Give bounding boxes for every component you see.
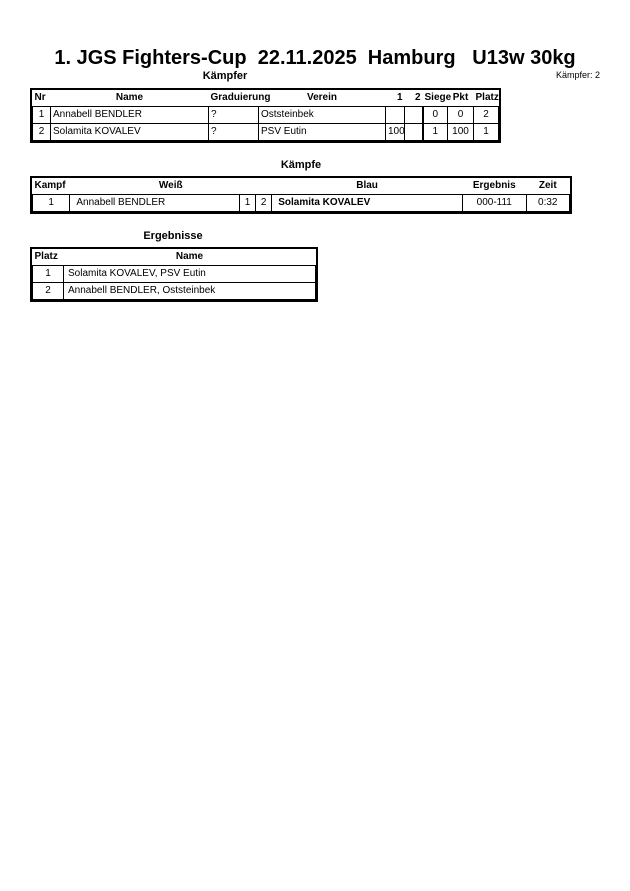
results-header-row [33,249,316,266]
col-weiss: Weiß [70,178,272,195]
table-row [33,283,316,300]
col-platz: Platz [33,249,64,266]
table-row [33,124,499,141]
fighter-name: Solamita KOVALEV [51,124,209,141]
fighter-name: Annabell BENDLER [51,107,209,124]
col-blau: Blau [272,178,463,195]
fights-heading: Kämpfe [280,159,322,171]
fights-table [32,178,570,212]
fight-number: 1 [33,195,70,212]
result-name: Annabell BENDLER, Oststeinbek [64,283,316,300]
table-row [33,195,570,212]
col-graduierung: Graduierung [209,90,259,107]
fights-header-row [33,178,570,195]
fighter-place: 1 [474,124,499,141]
fighter-nr: 2 [33,124,51,141]
fight-time: 0:32 [526,195,569,212]
fighter-wins: 1 [423,124,448,141]
page-title: 1. JGS Fighters-Cup 22.11.2025 Hamburg U13w 30kg [54,47,576,69]
table-row [33,107,499,124]
fight-white-name: Annabell BENDLER [70,195,240,212]
col-platz: Platz [474,90,499,107]
fighter-round-2 [405,107,423,124]
fight-blue-name: Solamita KOVALEV [272,195,463,212]
fighter-club: Oststeinbek [259,107,386,124]
results-table [32,249,316,300]
fight-blue-nr: 2 [256,195,272,212]
fighter-nr: 1 [33,107,51,124]
col-name: Name [51,90,209,107]
col-round-2: 2 [405,90,423,107]
result-place: 2 [33,283,64,300]
col-name: Name [64,249,316,266]
fight-white-nr: 1 [239,195,255,212]
col-siege: Siege [423,90,448,107]
fighter-round-2 [405,124,423,141]
col-zeit: Zeit [526,178,569,195]
col-kampf: Kampf [33,178,70,195]
col-verein: Verein [259,90,386,107]
fighter-grad: ? [209,124,259,141]
fighter-club: PSV Eutin [259,124,386,141]
result-name: Solamita KOVALEV, PSV Eutin [64,266,316,283]
fighter-wins: 0 [423,107,448,124]
table-row [33,266,316,283]
col-round-1: 1 [386,90,405,107]
results-heading: Ergebnisse [143,230,203,242]
fight-result: 000-111 [462,195,526,212]
col-pkt: Pkt [448,90,474,107]
fighter-count: Kämpfer: 2 [555,70,600,80]
fighter-grad: ? [209,107,259,124]
fighter-round-1: 100 [386,124,405,141]
fighter-place: 2 [474,107,499,124]
fighter-round-1 [386,107,405,124]
fighters-heading: Kämpfer [202,70,248,82]
col-ergebnis: Ergebnis [462,178,526,195]
fighters-table [32,90,499,141]
result-place: 1 [33,266,64,283]
fighter-points: 100 [448,124,474,141]
fighter-points: 0 [448,107,474,124]
fighters-header-row [33,90,499,107]
col-nr: Nr [33,90,51,107]
